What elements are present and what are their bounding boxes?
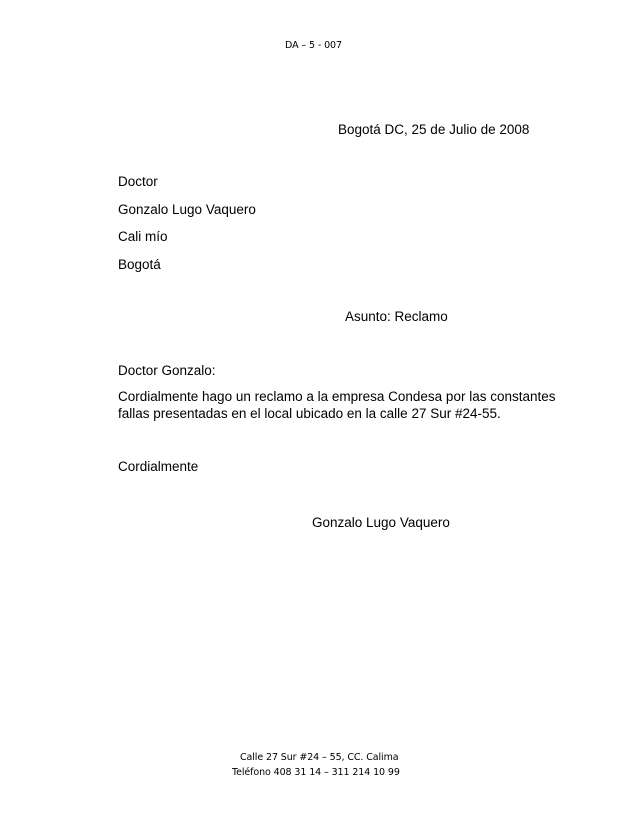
closing: Cordialmente (118, 459, 199, 474)
reference-code: DA – 5 - 007 (285, 40, 342, 51)
signature-name: Gonzalo Lugo Vaquero (312, 515, 450, 530)
place-date: Bogotá DC, 25 de Julio de 2008 (338, 122, 530, 137)
recipient-title: Doctor (118, 174, 158, 189)
body-line: fallas presentadas en el local ubicado en la calle 27 Sur #24-55. (118, 406, 501, 421)
body-paragraph (118, 388, 556, 422)
recipient-name: Gonzalo Lugo Vaquero (118, 202, 256, 217)
footer-address: Calle 27 Sur #24 – 55, CC. Calima (240, 752, 399, 763)
greeting: Doctor Gonzalo: (118, 363, 216, 378)
body-line: Cordialmente hago un reclamo a la empresa Condesa por las constantes (118, 389, 556, 404)
recipient-city: Bogotá (118, 257, 161, 272)
subject-line: Asunto: Reclamo (345, 309, 448, 324)
footer-phone: Teléfono 408 31 14 – 311 214 10 99 (232, 767, 400, 778)
recipient-company: Cali mío (118, 229, 168, 244)
